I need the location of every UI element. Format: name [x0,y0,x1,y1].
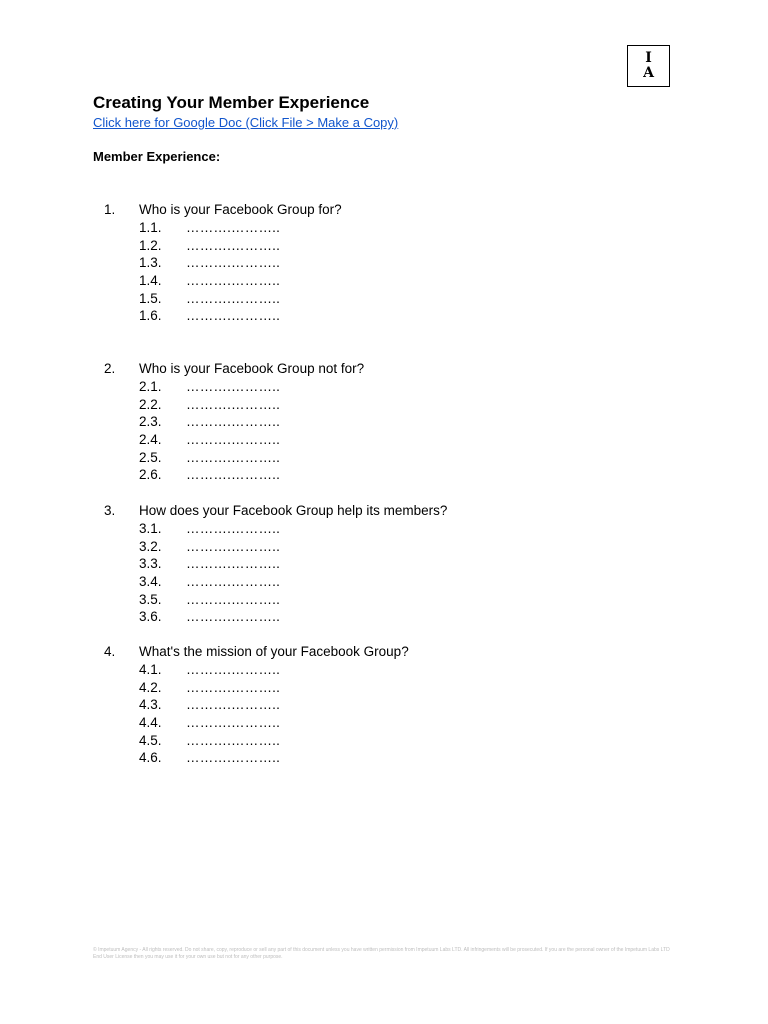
answer-item [0,272,768,290]
answer-blank[interactable]: ……….……….. [186,290,281,306]
answer-number: 2.5. [139,449,162,465]
answer-blank[interactable]: ……….……….. [186,662,281,677]
answer-item [0,520,768,538]
answer-item [0,679,768,697]
answer-number: 4.3. [139,697,162,713]
answer-blank[interactable]: ……….……….. [186,521,281,536]
answer-blank[interactable]: ……….……….. [186,697,281,713]
answer-item [0,378,768,396]
answer-number: 3.2. [139,538,162,554]
answer-number: 1.1. [139,220,162,235]
answer-blank[interactable]: ……….……….. [186,237,281,253]
question-text: Who is your Facebook Group for? [139,202,342,217]
answer-item [0,608,768,626]
answer-item [0,307,768,325]
answer-blank[interactable]: ……….……….. [186,538,281,554]
answer-number: 2.6. [139,467,162,483]
answer-number: 4.4. [139,715,162,731]
answer-blank[interactable]: ……….……….. [186,449,281,465]
answer-item [0,714,768,732]
question-number: 3. [104,503,116,518]
logo-letter-i: I [645,50,652,66]
answer-item [0,749,768,767]
answer-number: 2.1. [139,379,162,394]
answer-blank[interactable]: ……….……….. [186,220,281,235]
question-line [0,502,768,520]
question-line [0,360,768,378]
answer-number: 1.5. [139,290,162,306]
question-number: 4. [104,644,116,659]
answer-number: 3.5. [139,591,162,607]
google-doc-link[interactable]: Click here for Google Doc (Click File > Make a Copy) [93,115,399,130]
answer-number: 3.4. [139,574,162,590]
answer-item [0,413,768,431]
answer-blank[interactable]: ……….……….. [186,379,281,394]
answer-item [0,290,768,308]
answer-blank[interactable]: ……….……….. [186,715,281,731]
answer-item [0,538,768,556]
answer-number: 4.1. [139,662,162,677]
answer-blank[interactable]: ……….……….. [186,432,281,448]
section-heading: Member Experience: [93,149,221,164]
answer-item [0,254,768,272]
question-text: How does your Facebook Group help its members? [139,503,448,518]
answer-number: 4.2. [139,679,162,695]
answer-item [0,431,768,449]
answer-number: 3.1. [139,521,162,536]
answer-blank[interactable]: ……….……….. [186,732,281,748]
answer-number: 3.6. [139,609,162,625]
copyright-footer: © Impetuum Agency - All rights reserved. Do not share, copy, reproduce or sell any part of this document unless you have written permission from Impetuum Labs LTD. All infringements will be prosecuted. If you are the personal owner of the Impetuum Labs LTD End User License then you may use it for your own use but not for any other purpose. [93,947,670,960]
answer-blank[interactable]: ……….……….. [186,396,281,412]
answer-blank[interactable]: ……….……….. [186,609,281,625]
question-block [0,360,768,484]
answer-number: 2.4. [139,432,162,448]
answer-item [0,219,768,237]
answer-item [0,661,768,679]
answer-number: 1.2. [139,237,162,253]
question-block [0,643,768,767]
question-text: Who is your Facebook Group not for? [139,361,365,376]
answer-blank[interactable]: ……….……….. [186,574,281,590]
answer-item [0,466,768,484]
logo-letter-a: A [643,65,654,81]
answer-item [0,573,768,591]
answer-item [0,732,768,750]
answer-blank[interactable]: ……….……….. [186,556,281,572]
answer-item [0,237,768,255]
answer-number: 2.3. [139,414,162,430]
answer-item [0,591,768,609]
answer-number: 1.3. [139,255,162,271]
answer-number: 3.3. [139,556,162,572]
answer-blank[interactable]: ……….……….. [186,467,281,483]
answer-number: 1.4. [139,273,162,289]
question-line [0,201,768,219]
answer-number: 4.6. [139,750,162,766]
answer-blank[interactable]: ……….……….. [186,273,281,289]
company-logo [627,45,670,87]
answer-number: 4.5. [139,732,162,748]
question-text: What's the mission of your Facebook Group? [139,644,409,659]
answer-blank[interactable]: ……….……….. [186,308,281,324]
question-number: 2. [104,361,116,376]
answer-blank[interactable]: ……….……….. [186,750,281,766]
answer-blank[interactable]: ……….……….. [186,414,281,430]
answer-item [0,696,768,714]
document-title: Creating Your Member Experience [93,93,370,112]
answer-number: 2.2. [139,396,162,412]
answer-blank[interactable]: ……….……….. [186,679,281,695]
answer-item [0,449,768,467]
answer-blank[interactable]: ……….……….. [186,591,281,607]
question-block [0,201,768,325]
question-block [0,502,768,626]
answer-item [0,396,768,414]
answer-blank[interactable]: ……….……….. [186,255,281,271]
question-line [0,643,768,661]
question-number: 1. [104,202,116,217]
answer-item [0,555,768,573]
answer-number: 1.6. [139,308,162,324]
